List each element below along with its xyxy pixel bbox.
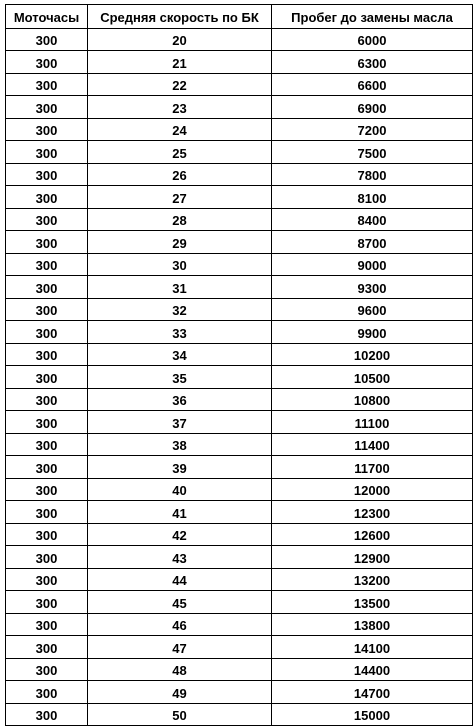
mileage-cell: 13200 bbox=[272, 568, 473, 591]
mileage-cell: 9900 bbox=[272, 321, 473, 344]
average-speed-cell: 20 bbox=[88, 28, 272, 51]
average-speed-cell: 35 bbox=[88, 366, 272, 389]
average-speed-cell: 34 bbox=[88, 343, 272, 366]
mileage-cell: 14400 bbox=[272, 658, 473, 681]
mileage-cell: 14700 bbox=[272, 681, 473, 704]
average-speed-cell: 24 bbox=[88, 118, 272, 141]
engine-hours-cell: 300 bbox=[6, 141, 88, 164]
table-row bbox=[6, 366, 473, 389]
mileage-cell: 12900 bbox=[272, 546, 473, 569]
average-speed-cell: 25 bbox=[88, 141, 272, 164]
average-speed-cell: 45 bbox=[88, 591, 272, 614]
mileage-cell: 7500 bbox=[272, 141, 473, 164]
table-row bbox=[6, 501, 473, 524]
header-engine-hours: Моточасы bbox=[6, 5, 88, 29]
average-speed-cell: 31 bbox=[88, 276, 272, 299]
average-speed-cell: 42 bbox=[88, 523, 272, 546]
table-row bbox=[6, 658, 473, 681]
engine-hours-cell: 300 bbox=[6, 298, 88, 321]
table-row bbox=[6, 613, 473, 636]
average-speed-cell: 37 bbox=[88, 411, 272, 434]
engine-hours-cell: 300 bbox=[6, 321, 88, 344]
table-row bbox=[6, 141, 473, 164]
mileage-cell: 10800 bbox=[272, 388, 473, 411]
table-row bbox=[6, 703, 473, 726]
average-speed-cell: 43 bbox=[88, 546, 272, 569]
engine-hours-cell: 300 bbox=[6, 456, 88, 479]
average-speed-cell: 29 bbox=[88, 231, 272, 254]
table-row bbox=[6, 388, 473, 411]
header-row bbox=[6, 5, 473, 29]
engine-hours-cell: 300 bbox=[6, 253, 88, 276]
engine-hours-cell: 300 bbox=[6, 186, 88, 209]
table-row bbox=[6, 343, 473, 366]
table-row bbox=[6, 51, 473, 74]
average-speed-cell: 28 bbox=[88, 208, 272, 231]
engine-hours-cell: 300 bbox=[6, 51, 88, 74]
mileage-cell: 6900 bbox=[272, 96, 473, 119]
engine-hours-cell: 300 bbox=[6, 703, 88, 726]
oil-change-table-container bbox=[5, 4, 473, 726]
average-speed-cell: 39 bbox=[88, 456, 272, 479]
average-speed-cell: 50 bbox=[88, 703, 272, 726]
table-row bbox=[6, 96, 473, 119]
mileage-cell: 13500 bbox=[272, 591, 473, 614]
mileage-cell: 10500 bbox=[272, 366, 473, 389]
mileage-cell: 11700 bbox=[272, 456, 473, 479]
engine-hours-cell: 300 bbox=[6, 118, 88, 141]
engine-hours-cell: 300 bbox=[6, 523, 88, 546]
table-row bbox=[6, 298, 473, 321]
average-speed-cell: 47 bbox=[88, 636, 272, 659]
average-speed-cell: 40 bbox=[88, 478, 272, 501]
mileage-cell: 6300 bbox=[272, 51, 473, 74]
average-speed-cell: 38 bbox=[88, 433, 272, 456]
table-row bbox=[6, 636, 473, 659]
mileage-cell: 6600 bbox=[272, 73, 473, 96]
engine-hours-cell: 300 bbox=[6, 96, 88, 119]
engine-hours-cell: 300 bbox=[6, 636, 88, 659]
engine-hours-cell: 300 bbox=[6, 231, 88, 254]
average-speed-cell: 26 bbox=[88, 163, 272, 186]
table-row bbox=[6, 478, 473, 501]
table-row bbox=[6, 321, 473, 344]
engine-hours-cell: 300 bbox=[6, 546, 88, 569]
table-row bbox=[6, 253, 473, 276]
table-row bbox=[6, 456, 473, 479]
engine-hours-cell: 300 bbox=[6, 343, 88, 366]
engine-hours-cell: 300 bbox=[6, 501, 88, 524]
table-row bbox=[6, 546, 473, 569]
table-body bbox=[6, 28, 473, 726]
oil-change-table bbox=[5, 4, 473, 726]
table-row bbox=[6, 681, 473, 704]
engine-hours-cell: 300 bbox=[6, 591, 88, 614]
mileage-cell: 15000 bbox=[272, 703, 473, 726]
engine-hours-cell: 300 bbox=[6, 568, 88, 591]
average-speed-cell: 48 bbox=[88, 658, 272, 681]
average-speed-cell: 21 bbox=[88, 51, 272, 74]
mileage-cell: 10200 bbox=[272, 343, 473, 366]
mileage-cell: 14100 bbox=[272, 636, 473, 659]
average-speed-cell: 41 bbox=[88, 501, 272, 524]
table-row bbox=[6, 73, 473, 96]
average-speed-cell: 27 bbox=[88, 186, 272, 209]
table-row bbox=[6, 163, 473, 186]
header-mileage-to-oil-change: Пробег до замены масла bbox=[272, 5, 473, 29]
mileage-cell: 13800 bbox=[272, 613, 473, 636]
table-row bbox=[6, 276, 473, 299]
mileage-cell: 12300 bbox=[272, 501, 473, 524]
mileage-cell: 11100 bbox=[272, 411, 473, 434]
engine-hours-cell: 300 bbox=[6, 208, 88, 231]
engine-hours-cell: 300 bbox=[6, 73, 88, 96]
table-row bbox=[6, 433, 473, 456]
table-row bbox=[6, 591, 473, 614]
table-header bbox=[6, 5, 473, 29]
table-row bbox=[6, 568, 473, 591]
mileage-cell: 7200 bbox=[272, 118, 473, 141]
engine-hours-cell: 300 bbox=[6, 388, 88, 411]
header-average-speed: Средняя скорость по БК bbox=[88, 5, 272, 29]
average-speed-cell: 46 bbox=[88, 613, 272, 636]
engine-hours-cell: 300 bbox=[6, 681, 88, 704]
average-speed-cell: 23 bbox=[88, 96, 272, 119]
average-speed-cell: 30 bbox=[88, 253, 272, 276]
engine-hours-cell: 300 bbox=[6, 478, 88, 501]
mileage-cell: 12600 bbox=[272, 523, 473, 546]
average-speed-cell: 32 bbox=[88, 298, 272, 321]
average-speed-cell: 33 bbox=[88, 321, 272, 344]
mileage-cell: 9300 bbox=[272, 276, 473, 299]
table-row bbox=[6, 411, 473, 434]
engine-hours-cell: 300 bbox=[6, 658, 88, 681]
average-speed-cell: 36 bbox=[88, 388, 272, 411]
mileage-cell: 11400 bbox=[272, 433, 473, 456]
engine-hours-cell: 300 bbox=[6, 276, 88, 299]
average-speed-cell: 49 bbox=[88, 681, 272, 704]
table-row bbox=[6, 208, 473, 231]
mileage-cell: 8400 bbox=[272, 208, 473, 231]
mileage-cell: 7800 bbox=[272, 163, 473, 186]
average-speed-cell: 22 bbox=[88, 73, 272, 96]
engine-hours-cell: 300 bbox=[6, 433, 88, 456]
engine-hours-cell: 300 bbox=[6, 613, 88, 636]
table-row bbox=[6, 118, 473, 141]
mileage-cell: 9600 bbox=[272, 298, 473, 321]
mileage-cell: 8700 bbox=[272, 231, 473, 254]
average-speed-cell: 44 bbox=[88, 568, 272, 591]
engine-hours-cell: 300 bbox=[6, 28, 88, 51]
table-row bbox=[6, 28, 473, 51]
table-row bbox=[6, 231, 473, 254]
mileage-cell: 9000 bbox=[272, 253, 473, 276]
engine-hours-cell: 300 bbox=[6, 163, 88, 186]
table-row bbox=[6, 186, 473, 209]
engine-hours-cell: 300 bbox=[6, 366, 88, 389]
mileage-cell: 8100 bbox=[272, 186, 473, 209]
table-row bbox=[6, 523, 473, 546]
mileage-cell: 6000 bbox=[272, 28, 473, 51]
mileage-cell: 12000 bbox=[272, 478, 473, 501]
engine-hours-cell: 300 bbox=[6, 411, 88, 434]
